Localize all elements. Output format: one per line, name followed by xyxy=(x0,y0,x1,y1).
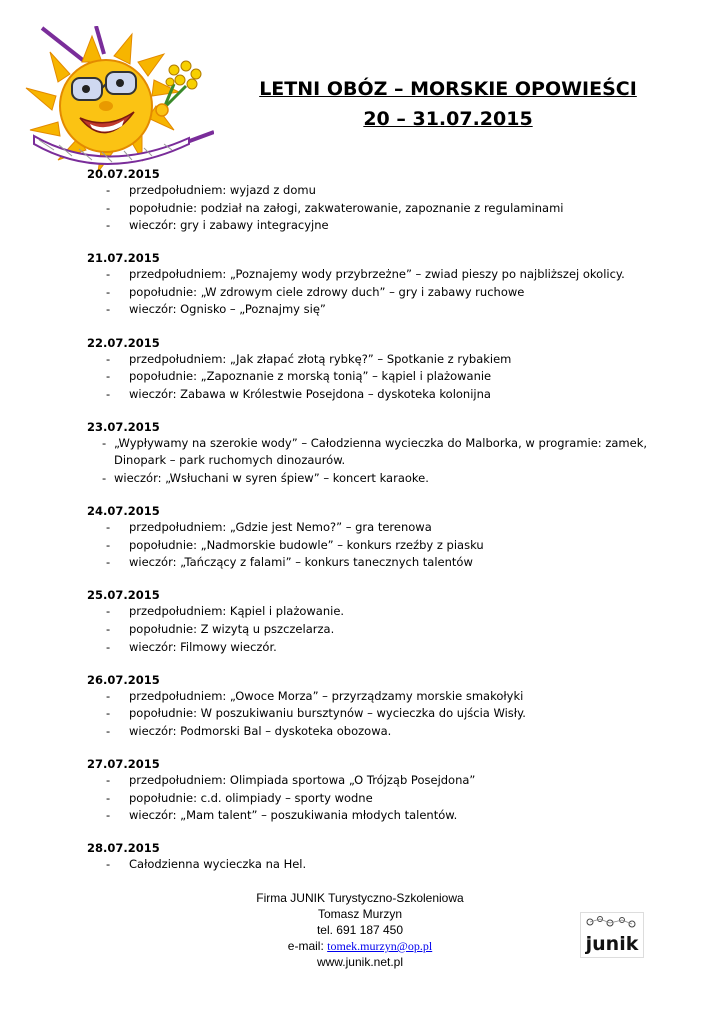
schedule-item: - przedpołudniem: „Owoce Morza” – przyrządzamy morskie smakołyki xyxy=(87,688,647,706)
website-link[interactable]: www.junik.net.pl xyxy=(316,955,404,969)
schedule-item: - „Wypływamy na szerokie wody” – Całodzienna wycieczka do Malborka, w programie: zamek, Dinopark – park ruchomych dinozaurów. xyxy=(87,435,647,470)
day-block xyxy=(87,166,647,235)
schedule-item: - wieczór: „Mam talent” – poszukiwania młodych talentów. xyxy=(87,807,647,825)
schedule-item: - wieczór: gry i zabawy integracyjne xyxy=(87,217,647,235)
day-date: 27.07.2015 xyxy=(87,756,160,771)
schedule-item: - popołudnie: „Nadmorskie budowle” – konkurs rzeźby z piasku xyxy=(87,537,647,555)
schedule-item: - popołudnie: podział na załogi, zakwaterowanie, zapoznanie z regulaminami xyxy=(87,200,647,218)
email-label: e-mail: xyxy=(287,939,324,953)
day-block xyxy=(87,419,647,488)
schedule-item: - popołudnie: „W zdrowym ciele zdrowy duch” – gry i zabawy ruchowe xyxy=(87,284,647,302)
email-line xyxy=(240,938,480,954)
schedule-item: - przedpołudniem: wyjazd z domu xyxy=(87,182,647,200)
day-date: 22.07.2015 xyxy=(87,335,160,350)
schedule-item: - wieczór: Podmorski Bal – dyskoteka obozowa. xyxy=(87,723,647,741)
schedule-item: - wieczór: Zabawa w Królestwie Posejdona – dyskoteka kolonijna xyxy=(87,386,647,404)
company-name: Firma JUNIK Turystyczno-Szkoleniowa xyxy=(256,891,464,905)
day-block xyxy=(87,250,647,319)
schedule-item: - przedpołudniem: „Jak złapać złotą rybkę?” – Spotkanie z rybakiem xyxy=(87,351,647,369)
page-title: LETNI OBÓZ – MORSKIE OPOWIEŚCI xyxy=(259,78,637,100)
day-date: 20.07.2015 xyxy=(87,167,160,181)
schedule-item: - przedpołudniem: „Gdzie jest Nemo?” – gra terenowa xyxy=(87,519,647,537)
schedule-item: - wieczór: Ognisko – „Poznajmy się” xyxy=(87,301,647,319)
schedule-item: - przedpołudniem: Kąpiel i plażowanie. xyxy=(87,603,647,621)
schedule-item: - popołudnie: c.d. olimpiady – sporty wodne xyxy=(87,790,647,808)
sun-hammock-logo xyxy=(14,26,214,178)
schedule-item: - wieczór: „Tańczący z falami” – konkurs tanecznych talentów xyxy=(87,554,647,572)
phone-number: tel. 691 187 450 xyxy=(316,923,404,937)
day-block xyxy=(87,503,647,572)
schedule-item: - Całodzienna wycieczka na Hel. xyxy=(87,856,647,874)
day-date: 28.07.2015 xyxy=(87,841,160,856)
schedule-item: - wieczór: Filmowy wieczór. xyxy=(87,639,647,657)
day-date: 21.07.2015 xyxy=(87,251,160,266)
day-block xyxy=(87,756,647,825)
contact-person: Tomasz Murzyn xyxy=(317,907,403,921)
schedule xyxy=(87,166,647,889)
schedule-item: - popołudnie: „Zapoznanie z morską tonią” – kąpiel i plażowanie xyxy=(87,368,647,386)
page-subtitle-dates: 20 – 31.07.2015 xyxy=(363,108,533,130)
contact-footer xyxy=(240,890,480,970)
schedule-item: - popołudnie: W poszukiwaniu bursztynów – wycieczka do ujścia Wisły. xyxy=(87,705,647,723)
day-date: 26.07.2015 xyxy=(87,672,160,687)
svg-text:junik: junik xyxy=(585,933,639,955)
schedule-item: - przedpołudniem: „Poznajemy wody przybrzeżne” – zwiad pieszy po najbliższej okolicy. xyxy=(87,266,647,284)
day-date: 25.07.2015 xyxy=(87,588,160,603)
schedule-item: - wieczór: „Wsłuchani w syren śpiew” – koncert karaoke. xyxy=(87,470,647,488)
day-block xyxy=(87,840,647,874)
day-block xyxy=(87,672,647,741)
day-block xyxy=(87,587,647,656)
day-block xyxy=(87,335,647,404)
junik-logo xyxy=(580,912,644,958)
day-date: 24.07.2015 xyxy=(87,504,160,519)
email-link[interactable]: tomek.murzyn@op.pl xyxy=(327,939,433,953)
schedule-item: - przedpołudniem: Olimpiada sportowa „O Trójząb Posejdona” xyxy=(87,772,647,790)
day-date: 23.07.2015 xyxy=(87,419,160,434)
schedule-item: - popołudnie: Z wizytą u pszczelarza. xyxy=(87,621,647,639)
